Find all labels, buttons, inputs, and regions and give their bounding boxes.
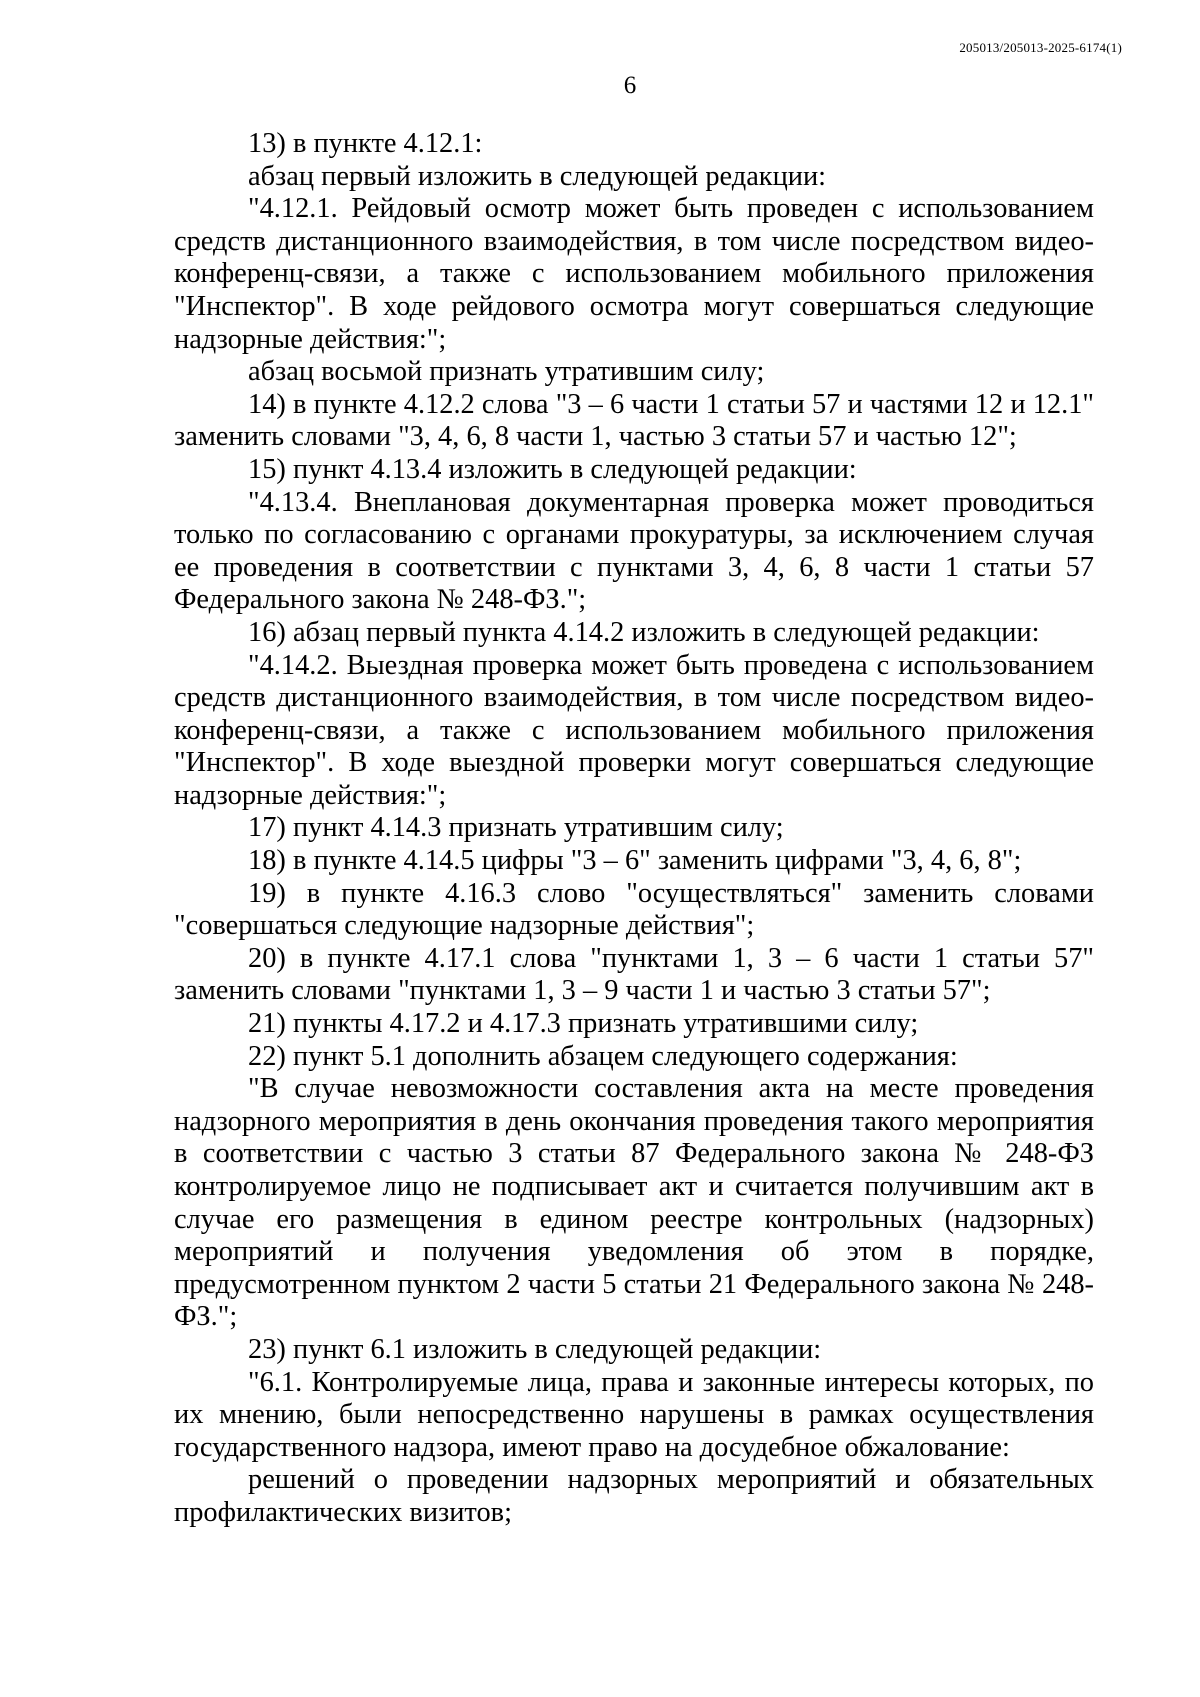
paragraph: абзац первый изложить в следующей редакции: [248,160,827,192]
page-number: 6 [623,72,637,99]
document-body [174,128,1094,1530]
paragraph: 17) пункт 4.14.3 признать утратившим силу; [248,812,784,844]
paragraph: 21) пункты 4.17.2 и 4.17.3 признать утратившими силу; [248,1008,919,1040]
paragraph: 15) пункт 4.13.4 изложить в следующей редакции: [248,453,857,485]
paragraph: 23) пункт 6.1 изложить в следующей редакции: [248,1333,822,1365]
paragraph: абзац восьмой признать утратившим силу; [248,356,765,388]
paragraph: 13) в пункте 4.12.1: [248,128,483,159]
paragraph: "4.13.4. Внеплановая документарная проверка может проводиться только по согласованию с органами прокуратуры, за исключением случая ее проведения в соответствии с пунктами 3, 4, 6, 8 части 1 статьи 57 Федерального закона № 248-ФЗ."; [174,486,1094,616]
paragraph: 16) абзац первый пункта 4.14.2 изложить в следующей редакции: [248,616,1040,648]
paragraph: "В случае невозможности составления акта на месте проведения надзорного мероприятия в день окончания проведения такого мероприятия в соответствии с частью 3 статьи 87 Федерального закона № 248-ФЗ контролируемое лицо не подписывает акт и считается получившим акт в случае его размещения в едином реестре контрольных (надзорных) мероприятий и получения уведомления об этом в порядке, предусмотренном пунктом 2 части 5 статьи 21 Федерального закона № 248-ФЗ."; [174,1073,1094,1333]
paragraph: 18) в пункте 4.14.5 цифры "3 – 6" заменить цифрами "3, 4, 6, 8"; [248,845,1022,877]
paragraph: 14) в пункте 4.12.2 слова "3 – 6 части 1 статьи 57 и частями 12 и 12.1" заменить словами "3, 4, 6, 8 части 1, частью 3 статьи 57 и частью 12"; [174,388,1094,453]
paragraph: 20) в пункте 4.17.1 слова "пунктами 1, 3 – 6 части 1 статьи 57" заменить словами "пунктами 1, 3 – 9 части 1 и частью 3 статьи 57"; [174,942,1094,1007]
paragraph: "4.14.2. Выездная проверка может быть проведена с использованием средств дистанционного взаимодействия, в том числе посредством видео-конференц-связи, а также с использованием мобильного приложения "Инспектор". В ходе выездной проверки могут совершаться следующие надзорные действия:"; [174,649,1094,811]
paragraph: 22) пункт 5.1 дополнить абзацем следующего содержания: [248,1040,958,1072]
paragraph: "6.1. Контролируемые лица, права и законные интересы которых, по их мнению, были непосредственно нарушены в рамках осуществления государственного надзора, имеют право на досудебное обжалование: [174,1366,1094,1463]
paragraph: 19) в пункте 4.16.3 слово "осуществляться" заменить словами "совершаться следующие надзорные действия"; [174,877,1094,942]
paragraph: "4.12.1. Рейдовый осмотр может быть проведен с использованием средств дистанционного взаимодействия, в том числе посредством видео-конференц-связи, а также с использованием мобильного приложения "Инспектор". В ходе рейдового осмотра могут совершаться следующие надзорные действия:"; [174,193,1094,355]
paragraph: решений о проведении надзорных мероприятий и обязательных профилактических визитов; [174,1464,1094,1528]
document-registration-number: 205013/205013-2025-6174(1) [959,40,1122,55]
